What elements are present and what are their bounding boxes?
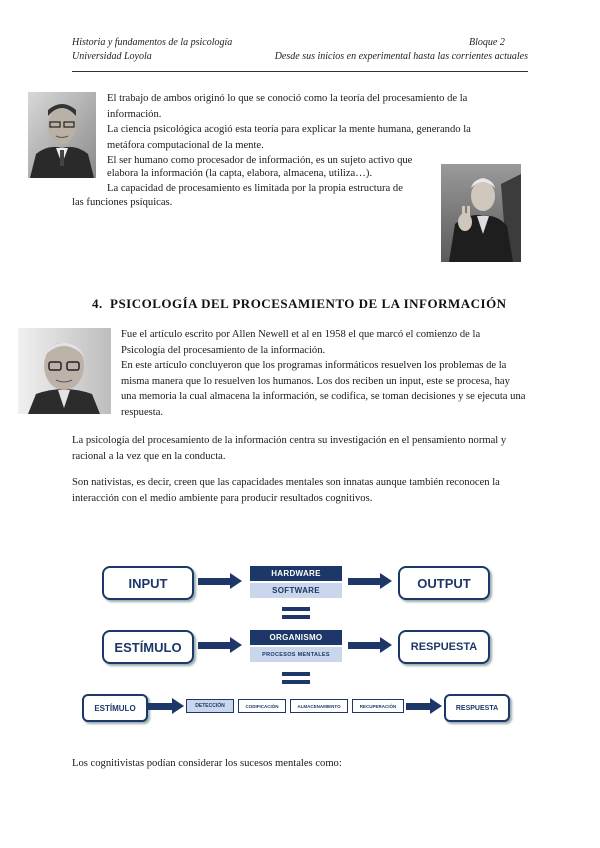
portrait-photo-3 bbox=[18, 328, 111, 414]
diagram-coding-box: CODIFICACIÓN bbox=[238, 699, 286, 713]
section-paragraph-2: En este artículo concluyeron que los programas informáticos resuelven los problemas de la misma manera que lo resuelven los humanos. Los dos reciben un input, este se procesa, hay una memoria la cual almacena la información, se codifica, se toman decisiones y se ejecuta una respuesta. bbox=[121, 360, 526, 418]
equals-bar-2b bbox=[282, 680, 310, 684]
section-paragraph-5: Los cognitivistas podían considerar los sucesos mentales como: bbox=[72, 758, 342, 769]
intro-paragraph-4a: La capacidad de procesamiento es limitada por la propia estructura de bbox=[107, 183, 403, 194]
diagram-input-box: INPUT bbox=[102, 566, 194, 600]
diagram-stimulus-box: ESTÍMULO bbox=[102, 630, 194, 664]
diagram-hardware-box: HARDWARE bbox=[250, 566, 342, 581]
header-rule bbox=[72, 71, 528, 72]
section-title: PSICOLOGÍA DEL PROCESAMIENTO DE LA INFORMACIÓN bbox=[110, 296, 507, 311]
diagram-mental-processes-box: PROCESOS MENTALES bbox=[250, 647, 342, 662]
intro-paragraph-3b: elabora la información (la capta, elabora, almacena, utiliza…). bbox=[107, 168, 372, 179]
section-paragraph-4: Son nativistas, es decir, creen que las capacidades mentales son innatas aunque también reconocen la interacción con el medio ambiente para producir resultados cognitivos. bbox=[72, 477, 500, 504]
equals-bar-2a bbox=[282, 672, 310, 676]
diagram-stimulus-box-small: ESTÍMULO bbox=[82, 694, 148, 722]
portrait-photo-1 bbox=[28, 92, 96, 178]
section-number: 4. bbox=[92, 296, 103, 311]
section-paragraph-3: La psicología del procesamiento de la información centra su investigación en el pensamiento normal y racional a la vez que en la conducta. bbox=[72, 435, 507, 462]
diagram-detection-box: DETECCIÓN bbox=[186, 699, 234, 713]
header-right-line1: Bloque 2 bbox=[469, 37, 505, 48]
intro-paragraph-3a: El ser humano como procesador de información, es un sujeto activo que bbox=[107, 155, 413, 166]
section-paragraph-1: Fue el artículo escrito por Allen Newell et al en 1958 el que marcó el comienzo de la Psicología del procesamiento de la información. bbox=[121, 329, 481, 356]
header-left-line2: Universidad Loyola bbox=[72, 51, 152, 62]
portrait-photo-2 bbox=[441, 164, 521, 262]
diagram-response-box: RESPUESTA bbox=[398, 630, 490, 664]
equals-bar-1b bbox=[282, 615, 310, 619]
intro-paragraph-1: El trabajo de ambos originó lo que se conoció como la teoría del procesamiento de la información. bbox=[107, 93, 468, 120]
diagram-response-box-small: RESPUESTA bbox=[444, 694, 510, 722]
intro-paragraph-4b: las funciones psíquicas. bbox=[72, 197, 173, 208]
header-right-line2: Desde sus inicios en experimental hasta las corrientes actuales bbox=[274, 51, 528, 62]
diagram-retrieval-box: RECUPERACIÓN bbox=[352, 699, 404, 713]
intro-paragraph-2: La ciencia psicológica acogió esta teoría para explicar la mente humana, generando la metáfora computacional de la mente. bbox=[107, 124, 471, 151]
diagram-storage-box: ALMACENAMIENTO bbox=[290, 699, 348, 713]
diagram-output-box: OUTPUT bbox=[398, 566, 490, 600]
diagram-organism-box: ORGANISMO bbox=[250, 630, 342, 645]
equals-bar-1a bbox=[282, 607, 310, 611]
header-left-line1: Historia y fundamentos de la psicología bbox=[72, 37, 233, 48]
diagram-software-box: SOFTWARE bbox=[250, 583, 342, 598]
